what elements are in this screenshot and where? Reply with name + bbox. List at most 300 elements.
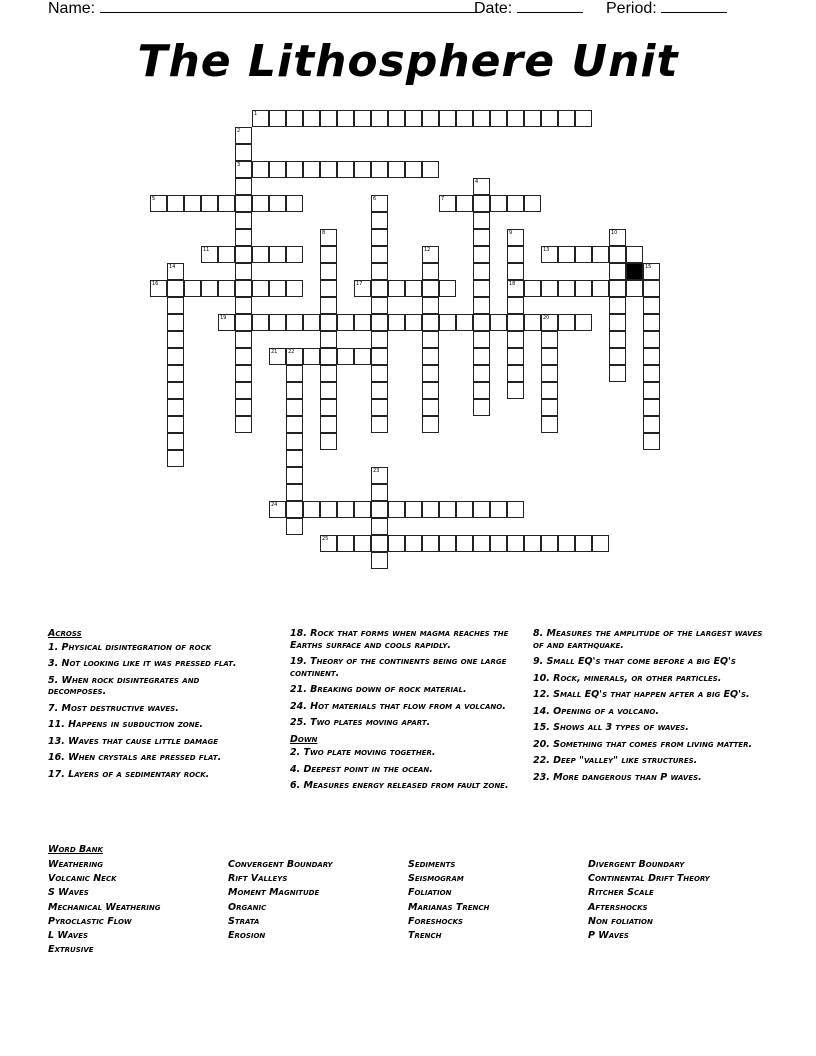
crossword-cell[interactable] xyxy=(235,195,252,212)
crossword-cell[interactable] xyxy=(558,535,575,552)
crossword-cell[interactable] xyxy=(320,263,337,280)
crossword-cell[interactable] xyxy=(320,348,337,365)
crossword-cell[interactable] xyxy=(286,161,303,178)
crossword-cell[interactable] xyxy=(422,348,439,365)
crossword-cell[interactable] xyxy=(541,382,558,399)
crossword-cell[interactable] xyxy=(320,331,337,348)
crossword-cell[interactable] xyxy=(320,297,337,314)
down-clue: 23. More dangerous than P waves. xyxy=(533,771,702,783)
crossword-cell[interactable] xyxy=(337,535,354,552)
crossword-cell[interactable] xyxy=(184,195,201,212)
word-bank-item: Divergent Boundary xyxy=(588,859,685,870)
crossword-cell[interactable] xyxy=(371,314,388,331)
crossword-cell[interactable] xyxy=(167,297,184,314)
crossword-cell[interactable] xyxy=(643,433,660,450)
word-bank-item: Continental Drift Theory xyxy=(588,873,710,885)
crossword-cell[interactable] xyxy=(167,433,184,450)
crossword-cell[interactable] xyxy=(167,365,184,382)
crossword-cell[interactable] xyxy=(320,246,337,263)
crossword-cell[interactable] xyxy=(490,535,507,552)
crossword-cell[interactable] xyxy=(643,331,660,348)
crossword-cell[interactable] xyxy=(422,161,439,178)
crossword-cell[interactable] xyxy=(643,399,660,416)
crossword-cell[interactable] xyxy=(269,314,286,331)
across-clue: 16. When crystals are pressed flat. xyxy=(48,752,222,763)
crossword-cell[interactable] xyxy=(609,229,626,246)
crossword-cell[interactable] xyxy=(405,535,422,552)
crossword-cell[interactable] xyxy=(626,246,643,263)
crossword-cell[interactable] xyxy=(558,314,575,331)
crossword-cell[interactable] xyxy=(456,195,473,212)
word-bank-column-2 xyxy=(228,858,333,943)
clue-number: 5 xyxy=(152,196,156,202)
across-clue: 24. Hot materials that flow from a volcano. xyxy=(290,700,506,712)
crossword-cell[interactable] xyxy=(558,110,575,127)
crossword-cell[interactable] xyxy=(320,365,337,382)
crossword-cell[interactable] xyxy=(643,382,660,399)
crossword-cell[interactable] xyxy=(473,263,490,280)
crossword-cell[interactable] xyxy=(354,348,371,365)
crossword-cell[interactable] xyxy=(371,399,388,416)
crossword-cell[interactable] xyxy=(320,229,337,246)
crossword-cell[interactable] xyxy=(609,297,626,314)
crossword-cell[interactable] xyxy=(235,246,252,263)
crossword-cell[interactable] xyxy=(354,535,371,552)
crossword-cell[interactable] xyxy=(184,280,201,297)
crossword-cell[interactable] xyxy=(507,535,524,552)
crossword-cell[interactable] xyxy=(422,263,439,280)
clue-number: 20 xyxy=(543,315,550,321)
crossword-cell[interactable] xyxy=(439,535,456,552)
across-clue: 25. Two plates moving apart. xyxy=(290,717,431,728)
crossword-cell[interactable] xyxy=(320,314,337,331)
crossword-cell[interactable] xyxy=(626,280,643,297)
crossword-cell[interactable] xyxy=(371,348,388,365)
crossword-cell[interactable] xyxy=(303,348,320,365)
crossword-cell[interactable] xyxy=(167,382,184,399)
crossword-cell[interactable] xyxy=(524,314,541,331)
crossword-cell[interactable] xyxy=(422,501,439,518)
crossword-cell[interactable] xyxy=(354,280,371,297)
crossword-cell[interactable] xyxy=(473,229,490,246)
crossword-cell[interactable] xyxy=(235,348,252,365)
crossword-cell[interactable] xyxy=(235,127,252,144)
crossword-cell[interactable] xyxy=(371,501,388,518)
crossword-cell[interactable] xyxy=(643,416,660,433)
crossword-cell[interactable] xyxy=(167,280,184,297)
crossword-cell[interactable] xyxy=(643,365,660,382)
word-bank-item: Extrusive xyxy=(48,944,94,956)
crossword-cell[interactable] xyxy=(558,280,575,297)
crossword-cell[interactable] xyxy=(167,263,184,280)
crossword-cell[interactable] xyxy=(167,314,184,331)
down-clue: 22. Deep "valley" like structures. xyxy=(533,755,698,766)
clue-number: 18 xyxy=(509,281,516,287)
crossword-cell[interactable] xyxy=(439,501,456,518)
crossword-cell[interactable] xyxy=(456,501,473,518)
crossword-cell[interactable] xyxy=(473,331,490,348)
crossword-cell[interactable] xyxy=(201,280,218,297)
crossword-cell[interactable] xyxy=(371,229,388,246)
crossword-cell[interactable] xyxy=(422,331,439,348)
crossword-cell[interactable] xyxy=(388,280,405,297)
crossword-cell[interactable] xyxy=(371,246,388,263)
crossword-cell[interactable] xyxy=(201,195,218,212)
crossword-cell[interactable] xyxy=(541,314,558,331)
crossword-cell[interactable] xyxy=(422,314,439,331)
crossword-cell[interactable] xyxy=(473,246,490,263)
crossword-cell[interactable] xyxy=(507,263,524,280)
crossword-cell[interactable] xyxy=(269,501,286,518)
crossword-cell[interactable] xyxy=(405,280,422,297)
crossword-cell[interactable] xyxy=(235,416,252,433)
crossword-cell[interactable] xyxy=(473,382,490,399)
crossword-cell[interactable] xyxy=(422,416,439,433)
word-bank-item: Foliation xyxy=(408,887,452,899)
crossword-cell[interactable] xyxy=(575,110,592,127)
crossword-cell[interactable] xyxy=(337,314,354,331)
crossword-cell[interactable] xyxy=(235,263,252,280)
crossword-cell[interactable] xyxy=(473,297,490,314)
crossword-cell[interactable] xyxy=(609,348,626,365)
crossword-cell[interactable] xyxy=(609,365,626,382)
crossword-cell[interactable] xyxy=(235,280,252,297)
crossword-cell[interactable] xyxy=(167,195,184,212)
crossword-cell[interactable] xyxy=(235,365,252,382)
crossword-cell[interactable] xyxy=(575,246,592,263)
crossword-cell[interactable] xyxy=(286,433,303,450)
crossword-cell[interactable] xyxy=(371,331,388,348)
crossword-cell[interactable] xyxy=(609,263,626,280)
down-clue: 15. Shows all 3 types of waves. xyxy=(533,722,689,733)
crossword-cell[interactable] xyxy=(541,110,558,127)
word-bank-item: Organic xyxy=(228,901,267,913)
crossword-cell[interactable] xyxy=(218,246,235,263)
crossword-cell[interactable] xyxy=(252,280,269,297)
crossword-cell[interactable] xyxy=(507,110,524,127)
crossword-cell[interactable] xyxy=(643,314,660,331)
crossword-cell[interactable] xyxy=(422,382,439,399)
crossword-cell[interactable] xyxy=(320,433,337,450)
crossword-cell[interactable] xyxy=(524,195,541,212)
crossword-cell[interactable] xyxy=(269,280,286,297)
word-bank-item: Sediments xyxy=(408,859,456,870)
crossword-cell[interactable] xyxy=(320,110,337,127)
crossword-cell[interactable] xyxy=(507,365,524,382)
crossword-cell[interactable] xyxy=(592,280,609,297)
crossword-cell[interactable] xyxy=(320,382,337,399)
crossword-cell[interactable] xyxy=(541,348,558,365)
period-label: Period: xyxy=(606,0,657,17)
word-bank-column-1 xyxy=(48,858,160,957)
crossword-cell[interactable] xyxy=(473,178,490,195)
crossword-cell[interactable] xyxy=(286,348,303,365)
crossword-cell[interactable] xyxy=(388,110,405,127)
crossword-cell[interactable] xyxy=(371,212,388,229)
crossword-cell[interactable] xyxy=(371,263,388,280)
crossword-cell[interactable] xyxy=(235,229,252,246)
crossword-cell[interactable] xyxy=(303,161,320,178)
clue-number: 15 xyxy=(645,264,652,270)
crossword-cell[interactable] xyxy=(286,518,303,535)
crossword-cell[interactable] xyxy=(252,161,269,178)
crossword-cell[interactable] xyxy=(439,195,456,212)
crossword-cell[interactable] xyxy=(371,382,388,399)
crossword-cell[interactable] xyxy=(320,161,337,178)
crossword-cell[interactable] xyxy=(643,280,660,297)
crossword-cell[interactable] xyxy=(337,161,354,178)
crossword-cell[interactable] xyxy=(150,195,167,212)
across-clue: 18. Rock that forms when magma reaches the Earths surface and cools rapidly. xyxy=(290,628,509,651)
across-clue: 11. Happens in subduction zone. xyxy=(48,719,203,730)
crossword-cell[interactable] xyxy=(371,280,388,297)
crossword-cell[interactable] xyxy=(541,399,558,416)
crossword-cell[interactable] xyxy=(201,246,218,263)
crossword-cell[interactable] xyxy=(609,314,626,331)
crossword-cell[interactable] xyxy=(388,161,405,178)
word-bank-item: L Waves xyxy=(48,930,89,942)
crossword-cell[interactable] xyxy=(507,195,524,212)
crossword-cell[interactable] xyxy=(286,246,303,263)
crossword-cell[interactable] xyxy=(473,348,490,365)
crossword-cell[interactable] xyxy=(320,280,337,297)
crossword-cell[interactable] xyxy=(643,297,660,314)
crossword-cell[interactable] xyxy=(252,195,269,212)
crossword-cell[interactable] xyxy=(422,280,439,297)
crossword-cell[interactable] xyxy=(218,314,235,331)
crossword-cell[interactable] xyxy=(456,110,473,127)
crossword-cell[interactable] xyxy=(286,416,303,433)
crossword-cell[interactable] xyxy=(473,535,490,552)
crossword-cell[interactable] xyxy=(337,348,354,365)
crossword-cell[interactable] xyxy=(456,314,473,331)
crossword-cell[interactable] xyxy=(490,195,507,212)
crossword-cell[interactable] xyxy=(456,535,473,552)
crossword-cell[interactable] xyxy=(167,399,184,416)
crossword-cell[interactable] xyxy=(473,110,490,127)
crossword-cell[interactable] xyxy=(473,195,490,212)
crossword-cell[interactable] xyxy=(558,246,575,263)
crossword-cell[interactable] xyxy=(371,552,388,569)
crossword-cell[interactable] xyxy=(286,484,303,501)
crossword-cell[interactable] xyxy=(371,535,388,552)
crossword-cell[interactable] xyxy=(422,365,439,382)
crossword-cell[interactable] xyxy=(541,280,558,297)
crossword-cell[interactable] xyxy=(303,501,320,518)
crossword-cell[interactable] xyxy=(507,331,524,348)
crossword-cell[interactable] xyxy=(473,501,490,518)
crossword-cell[interactable] xyxy=(490,110,507,127)
crossword-cell[interactable] xyxy=(235,297,252,314)
word-bank-item: Rift Valleys xyxy=(228,873,288,885)
clue-number: 22 xyxy=(288,349,295,355)
crossword-cell[interactable] xyxy=(473,399,490,416)
crossword-cell[interactable] xyxy=(371,195,388,212)
crossword-cell[interactable] xyxy=(235,399,252,416)
down-clue: 14. Opening of a volcano. xyxy=(533,705,659,717)
crossword-cell[interactable] xyxy=(490,314,507,331)
crossword-cell[interactable] xyxy=(337,501,354,518)
word-bank-item: P Waves xyxy=(588,930,629,942)
word-bank-item: Pyroclastic Flow xyxy=(48,915,132,927)
crossword-cell[interactable] xyxy=(269,161,286,178)
crossword-cell[interactable] xyxy=(252,246,269,263)
clue-number: 9 xyxy=(509,230,513,236)
crossword-cell[interactable] xyxy=(507,297,524,314)
crossword-cell[interactable] xyxy=(507,348,524,365)
crossword-cell[interactable] xyxy=(269,246,286,263)
crossword-cell[interactable] xyxy=(269,110,286,127)
crossword-cell[interactable] xyxy=(235,314,252,331)
crossword-cell[interactable] xyxy=(575,535,592,552)
crossword-cell[interactable] xyxy=(167,348,184,365)
crossword-cell[interactable] xyxy=(371,416,388,433)
crossword-cell[interactable] xyxy=(575,280,592,297)
crossword-cell[interactable] xyxy=(439,280,456,297)
crossword-cell[interactable] xyxy=(507,382,524,399)
crossword-cell[interactable] xyxy=(490,501,507,518)
crossword-cell[interactable] xyxy=(405,501,422,518)
crossword-cell[interactable] xyxy=(422,246,439,263)
crossword-cell[interactable] xyxy=(405,110,422,127)
crossword-cell[interactable] xyxy=(269,348,286,365)
across-clue: 21. Breaking down of rock material. xyxy=(290,684,467,695)
crossword-cell[interactable] xyxy=(303,110,320,127)
crossword-cell[interactable] xyxy=(286,399,303,416)
crossword-cell[interactable] xyxy=(524,535,541,552)
crossword-cell[interactable] xyxy=(235,178,252,195)
crossword-cell[interactable] xyxy=(150,280,167,297)
crossword-cell[interactable] xyxy=(541,365,558,382)
crossword-cell[interactable] xyxy=(218,195,235,212)
crossword-cell[interactable] xyxy=(354,314,371,331)
crossword-cell[interactable] xyxy=(439,314,456,331)
down-heading: Down xyxy=(290,733,318,745)
word-bank-item: Trench xyxy=(408,930,442,942)
crossword-cell[interactable] xyxy=(235,161,252,178)
crossword-cell[interactable] xyxy=(371,297,388,314)
crossword-cell[interactable] xyxy=(167,331,184,348)
crossword-cell[interactable] xyxy=(320,501,337,518)
crossword-cell[interactable] xyxy=(371,110,388,127)
crossword-cell[interactable] xyxy=(286,382,303,399)
crossword-cell[interactable] xyxy=(303,314,320,331)
crossword-cell[interactable] xyxy=(167,450,184,467)
across-clue: 7. Most destructive waves. xyxy=(48,702,179,714)
crossword-cell[interactable] xyxy=(507,314,524,331)
crossword-cell[interactable] xyxy=(286,365,303,382)
crossword-cell[interactable] xyxy=(422,535,439,552)
crossword-cell[interactable] xyxy=(337,110,354,127)
crossword-cell[interactable] xyxy=(286,280,303,297)
crossword-cell[interactable] xyxy=(354,501,371,518)
crossword-cell[interactable] xyxy=(354,161,371,178)
crossword-cell[interactable] xyxy=(218,280,235,297)
crossword-cell[interactable] xyxy=(235,144,252,161)
crossword-cell[interactable] xyxy=(371,518,388,535)
crossword-cell[interactable] xyxy=(388,501,405,518)
crossword-cell[interactable] xyxy=(235,382,252,399)
crossword-cell[interactable] xyxy=(286,467,303,484)
crossword-cell[interactable] xyxy=(524,110,541,127)
crossword-cell[interactable] xyxy=(507,246,524,263)
crossword-cell[interactable] xyxy=(541,416,558,433)
crossword-cell[interactable] xyxy=(575,314,592,331)
crossword-cell[interactable] xyxy=(252,110,269,127)
crossword-cell[interactable] xyxy=(541,331,558,348)
word-bank-item: S Waves xyxy=(48,887,89,899)
crossword-cell[interactable] xyxy=(422,297,439,314)
crossword-cell[interactable] xyxy=(371,365,388,382)
crossword-cell[interactable] xyxy=(286,110,303,127)
crossword-cell[interactable] xyxy=(286,195,303,212)
crossword-cell[interactable] xyxy=(609,246,626,263)
crossword-cell[interactable] xyxy=(388,314,405,331)
crossword-cell[interactable] xyxy=(405,161,422,178)
crossword-cell[interactable] xyxy=(269,195,286,212)
crossword-cell[interactable] xyxy=(235,331,252,348)
crossword-cell[interactable] xyxy=(524,280,541,297)
crossword-cell[interactable] xyxy=(371,484,388,501)
word-bank-column-3 xyxy=(408,858,489,943)
crossword-cell[interactable] xyxy=(252,314,269,331)
crossword-cell[interactable] xyxy=(422,399,439,416)
across-clue: 5. When rock disintegrates and decomposes. xyxy=(48,674,200,697)
crossword-cell[interactable] xyxy=(388,535,405,552)
crossword-cell[interactable] xyxy=(473,212,490,229)
down-clue: 12. Small EQ's that happen after a big EQ's. xyxy=(533,689,750,700)
crossword-cell[interactable] xyxy=(422,110,439,127)
crossword-cell[interactable] xyxy=(609,280,626,297)
crossword-cell[interactable] xyxy=(507,229,524,246)
clue-number: 6 xyxy=(373,196,377,202)
crossword-cell[interactable] xyxy=(643,263,660,280)
crossword-cell[interactable] xyxy=(541,246,558,263)
crossword-cell[interactable] xyxy=(473,365,490,382)
crossword-cell[interactable] xyxy=(592,246,609,263)
crossword-cell[interactable] xyxy=(609,331,626,348)
crossword-cell[interactable] xyxy=(592,535,609,552)
crossword-cell[interactable] xyxy=(507,280,524,297)
crossword-black-cell xyxy=(626,263,643,280)
crossword-cell[interactable] xyxy=(371,161,388,178)
clue-number: 13 xyxy=(543,247,550,253)
crossword-cell[interactable] xyxy=(167,416,184,433)
crossword-cell[interactable] xyxy=(320,416,337,433)
crossword-cell[interactable] xyxy=(473,280,490,297)
crossword-cell[interactable] xyxy=(439,110,456,127)
crossword-cell[interactable] xyxy=(643,348,660,365)
across-clue: 19. Theory of the continents being one large continent. xyxy=(290,656,507,679)
clue-number: 25 xyxy=(322,536,329,542)
crossword-cell[interactable] xyxy=(507,501,524,518)
crossword-cell[interactable] xyxy=(286,450,303,467)
crossword-cell[interactable] xyxy=(320,535,337,552)
down-clue: 4. Deepest point in the ocean. xyxy=(290,763,433,775)
page-title: The Lithosphere Unit xyxy=(137,36,679,87)
crossword-cell[interactable] xyxy=(371,467,388,484)
crossword-cell[interactable] xyxy=(354,110,371,127)
crossword-cell[interactable] xyxy=(541,535,558,552)
crossword-cell[interactable] xyxy=(473,314,490,331)
crossword-cell[interactable] xyxy=(405,314,422,331)
clue-number: 14 xyxy=(169,264,176,270)
crossword-cell[interactable] xyxy=(286,501,303,518)
crossword-cell[interactable] xyxy=(286,314,303,331)
name-label: Name: xyxy=(48,0,96,17)
crossword-cell[interactable] xyxy=(320,399,337,416)
crossword-cell[interactable] xyxy=(235,212,252,229)
